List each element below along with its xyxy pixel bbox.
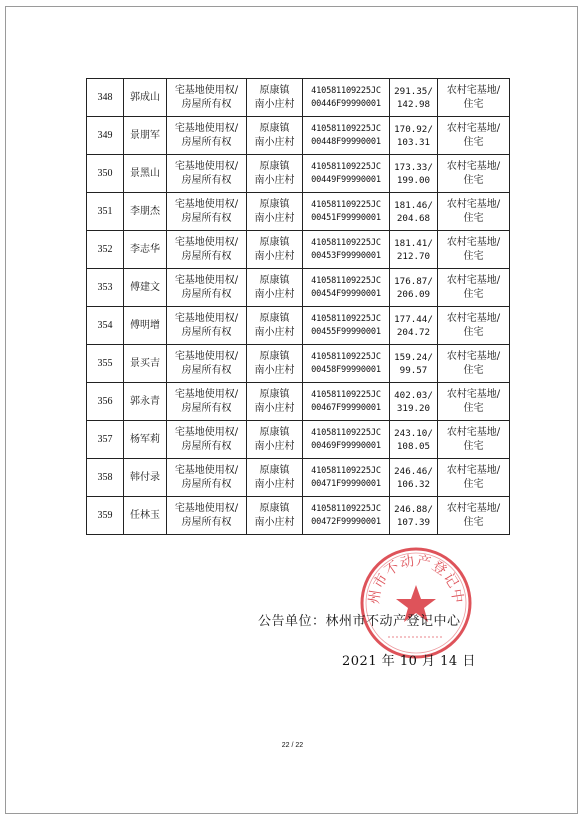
unit-number-cell: 410581109225JC 00455F99990001 <box>303 307 390 345</box>
location-cell: 原康镇 南小庄村 <box>247 155 303 193</box>
owner-name-cell: 景买吉 <box>124 345 167 383</box>
right-type-cell: 宅基地使用权/ 房屋所有权 <box>167 269 247 307</box>
area-cell: 181.41/ 212.70 <box>390 231 438 269</box>
owner-name-cell: 傅明增 <box>124 307 167 345</box>
row-number-cell: 359 <box>87 497 124 535</box>
owner-name-cell: 李志华 <box>124 231 167 269</box>
row-number-cell: 354 <box>87 307 124 345</box>
right-type-cell: 宅基地使用权/ 房屋所有权 <box>167 421 247 459</box>
table-row <box>87 459 510 497</box>
unit-number-cell: 410581109225JC 00467F99990001 <box>303 383 390 421</box>
table-row <box>87 421 510 459</box>
right-type-cell: 宅基地使用权/ 房屋所有权 <box>167 383 247 421</box>
table-row <box>87 117 510 155</box>
official-seal <box>358 545 474 661</box>
usage-cell: 农村宅基地/ 住宅 <box>438 307 510 345</box>
owner-name-cell: 杨军莉 <box>124 421 167 459</box>
location-cell: 原康镇 南小庄村 <box>247 345 303 383</box>
unit-number-cell: 410581109225JC 00458F99990001 <box>303 345 390 383</box>
right-type-cell: 宅基地使用权/ 房屋所有权 <box>167 79 247 117</box>
right-type-cell: 宅基地使用权/ 房屋所有权 <box>167 345 247 383</box>
owner-name-cell: 任林玉 <box>124 497 167 535</box>
table-row <box>87 497 510 535</box>
area-cell: 177.44/ 204.72 <box>390 307 438 345</box>
unit-number-cell: 410581109225JC 00453F99990001 <box>303 231 390 269</box>
row-number-cell: 352 <box>87 231 124 269</box>
row-number-cell: 351 <box>87 193 124 231</box>
unit-number-cell: 410581109225JC 00449F99990001 <box>303 155 390 193</box>
table-row <box>87 345 510 383</box>
row-number-cell: 350 <box>87 155 124 193</box>
right-type-cell: 宅基地使用权/ 房屋所有权 <box>167 459 247 497</box>
area-cell: 181.46/ 204.68 <box>390 193 438 231</box>
location-cell: 原康镇 南小庄村 <box>247 117 303 155</box>
row-number-cell: 349 <box>87 117 124 155</box>
unit-number-cell: 410581109225JC 00472F99990001 <box>303 497 390 535</box>
owner-name-cell: 郭成山 <box>124 79 167 117</box>
unit-number-cell: 410581109225JC 00446F99990001 <box>303 79 390 117</box>
right-type-cell: 宅基地使用权/ 房屋所有权 <box>167 117 247 155</box>
location-cell: 原康镇 南小庄村 <box>247 307 303 345</box>
unit-number-cell: 410581109225JC 00454F99990001 <box>303 269 390 307</box>
page-number: 22 / 22 <box>281 742 304 749</box>
right-type-cell: 宅基地使用权/ 房屋所有权 <box>167 497 247 535</box>
row-number-cell: 353 <box>87 269 124 307</box>
seal-arc-text: 州市不动产登记中 <box>366 552 466 606</box>
owner-name-cell: 李朋杰 <box>124 193 167 231</box>
area-cell: 402.03/ 319.20 <box>390 383 438 421</box>
usage-cell: 农村宅基地/ 住宅 <box>438 497 510 535</box>
area-cell: 246.46/ 106.32 <box>390 459 438 497</box>
area-cell: 176.87/ 206.09 <box>390 269 438 307</box>
right-type-cell: 宅基地使用权/ 房屋所有权 <box>167 307 247 345</box>
row-number-cell: 357 <box>87 421 124 459</box>
area-cell: 170.92/ 103.31 <box>390 117 438 155</box>
usage-cell: 农村宅基地/ 住宅 <box>438 79 510 117</box>
table-row <box>87 193 510 231</box>
records-table <box>86 78 510 535</box>
area-cell: 173.33/ 199.00 <box>390 155 438 193</box>
usage-cell: 农村宅基地/ 住宅 <box>438 231 510 269</box>
announcing-unit: 公告单位：林州市不动产登记中心 <box>258 614 461 629</box>
announcement-date: 2021 年 10 月 14 日 <box>342 654 476 669</box>
unit-number-cell: 410581109225JC 00471F99990001 <box>303 459 390 497</box>
location-cell: 原康镇 南小庄村 <box>247 269 303 307</box>
area-cell: 243.10/ 108.05 <box>390 421 438 459</box>
owner-name-cell: 傅建文 <box>124 269 167 307</box>
location-cell: 原康镇 南小庄村 <box>247 231 303 269</box>
table-row <box>87 231 510 269</box>
owner-name-cell: 郭永青 <box>124 383 167 421</box>
table-row <box>87 307 510 345</box>
location-cell: 原康镇 南小庄村 <box>247 421 303 459</box>
right-type-cell: 宅基地使用权/ 房屋所有权 <box>167 231 247 269</box>
table-row <box>87 269 510 307</box>
usage-cell: 农村宅基地/ 住宅 <box>438 117 510 155</box>
usage-cell: 农村宅基地/ 住宅 <box>438 421 510 459</box>
owner-name-cell: 景朋军 <box>124 117 167 155</box>
row-number-cell: 348 <box>87 79 124 117</box>
location-cell: 原康镇 南小庄村 <box>247 383 303 421</box>
area-cell: 291.35/ 142.98 <box>390 79 438 117</box>
location-cell: 原康镇 南小庄村 <box>247 459 303 497</box>
owner-name-cell: 景黑山 <box>124 155 167 193</box>
location-cell: 原康镇 南小庄村 <box>247 79 303 117</box>
seal-graphic <box>358 545 474 661</box>
unit-number-cell: 410581109225JC 00451F99990001 <box>303 193 390 231</box>
usage-cell: 农村宅基地/ 住宅 <box>438 155 510 193</box>
row-number-cell: 356 <box>87 383 124 421</box>
usage-cell: 农村宅基地/ 住宅 <box>438 269 510 307</box>
location-cell: 原康镇 南小庄村 <box>247 193 303 231</box>
table-row <box>87 79 510 117</box>
table-row <box>87 383 510 421</box>
usage-cell: 农村宅基地/ 住宅 <box>438 345 510 383</box>
area-cell: 159.24/ 99.57 <box>390 345 438 383</box>
row-number-cell: 355 <box>87 345 124 383</box>
unit-number-cell: 410581109225JC 00469F99990001 <box>303 421 390 459</box>
row-number-cell: 358 <box>87 459 124 497</box>
area-cell: 246.88/ 107.39 <box>390 497 438 535</box>
usage-cell: 农村宅基地/ 住宅 <box>438 193 510 231</box>
owner-name-cell: 韩付录 <box>124 459 167 497</box>
usage-cell: 农村宅基地/ 住宅 <box>438 383 510 421</box>
location-cell: 原康镇 南小庄村 <box>247 497 303 535</box>
right-type-cell: 宅基地使用权/ 房屋所有权 <box>167 155 247 193</box>
right-type-cell: 宅基地使用权/ 房屋所有权 <box>167 193 247 231</box>
unit-number-cell: 410581109225JC 00448F99990001 <box>303 117 390 155</box>
table-row <box>87 155 510 193</box>
usage-cell: 农村宅基地/ 住宅 <box>438 459 510 497</box>
